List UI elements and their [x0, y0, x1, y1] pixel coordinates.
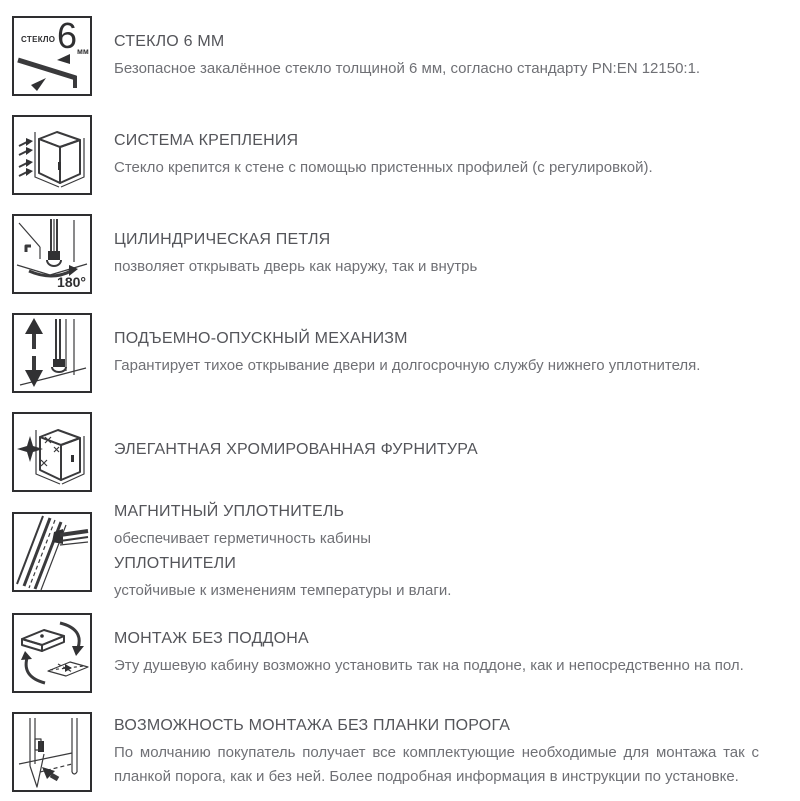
chrome-hardware-icon: [12, 412, 92, 492]
feature-text: [114, 229, 485, 279]
feature-text: [114, 501, 459, 603]
feature-text: [114, 328, 708, 378]
feature-row: [12, 204, 800, 303]
feature-description: позволяет открывать дверь как наружу, так и внутрь: [114, 257, 478, 275]
feature-row: [12, 402, 800, 501]
glass-icon-label: СТЕКЛО: [21, 34, 56, 44]
feature-title: СИСТЕМА КРЕПЛЕНИЯ: [114, 131, 299, 149]
feature-text: [114, 439, 486, 465]
feature-title: СТЕКЛО 6 ММ: [114, 32, 225, 50]
feature-title: ЭЛЕГАНТНАЯ ХРОМИРОВАННАЯ ФУРНИТУРА: [114, 440, 478, 458]
feature-subtitle: УПЛОТНИТЕЛИ: [114, 555, 237, 572]
feature-title: МАГНИТНЫЙ УПЛОТНИТЕЛЬ: [114, 503, 345, 520]
feature-title: ЦИЛИНДРИЧЕСКАЯ ПЕТЛЯ: [114, 230, 331, 248]
feature-text: [114, 715, 767, 789]
feature-description: Стекло крепится к стене с помощью пристенных профилей (с регулировкой).: [114, 158, 653, 176]
feature-row: [12, 603, 800, 702]
no-threshold-strip-icon: [12, 712, 92, 792]
feature-title: МОНТАЖ БЕЗ ПОДДОНА: [114, 629, 309, 647]
cylindrical-hinge-icon: [12, 214, 92, 294]
feature-description: Безопасное закалённое стекло толщиной 6 мм, согласно стандарту PN:EN 12150:1.: [114, 59, 701, 77]
feature-row: [12, 501, 800, 603]
feature-title: ПОДЪЕМНО-ОПУСКНЫЙ МЕХАНИЗМ: [114, 329, 408, 347]
glass-6mm-icon: [12, 16, 92, 96]
feature-description: устойчивые к изменениям температуры и влаги.: [114, 582, 452, 599]
feature-text: [114, 130, 661, 180]
glass-icon-unit: мм: [77, 46, 89, 56]
feature-text: [114, 31, 708, 81]
glass-diagonal-bar-icon: [14, 52, 90, 92]
glass-icon-thickness: 6: [57, 14, 78, 56]
feature-description: обеспечивает герметичность кабины: [114, 530, 372, 547]
feature-description: Эту душевую кабину возможно установить так на поддоне, как и непосредственно на пол.: [114, 656, 744, 674]
feature-description: По молчанию покупатель получает все комплектующие необходимые для монтажа так с планкой порога, как и без ней. Более подробная информация в инструкции по установке.: [114, 743, 759, 785]
feature-row: [12, 105, 800, 204]
mounting-system-icon: [12, 115, 92, 195]
feature-row: [12, 6, 800, 105]
lift-lower-mechanism-icon: [12, 313, 92, 393]
feature-text: [114, 628, 752, 678]
feature-row: [12, 702, 800, 801]
hinge-angle-label: 180°: [57, 273, 86, 290]
feature-description: Гарантирует тихое открывание двери и долгосрочную службу нижнего уплотнителя.: [114, 356, 701, 374]
magnetic-seal-icon: [12, 512, 92, 592]
no-tray-installation-icon: [12, 613, 92, 693]
feature-title: ВОЗМОЖНОСТЬ МОНТАЖА БЕЗ ПЛАНКИ ПОРОГА: [114, 716, 511, 734]
feature-row: [12, 303, 800, 402]
